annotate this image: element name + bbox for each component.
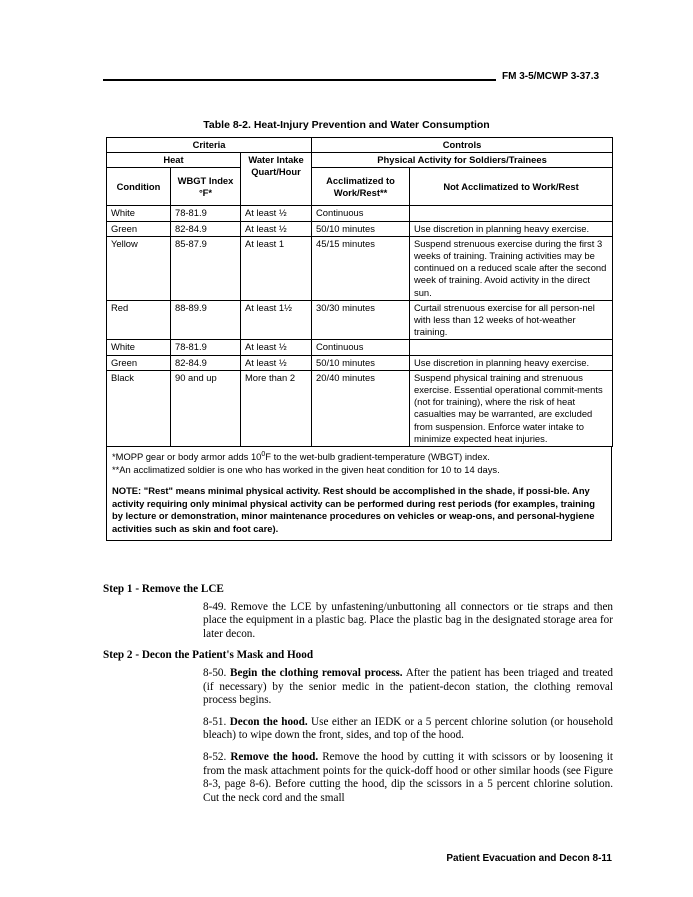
cell-not-acclimatized: Suspend physical training and strenuous exercise. Essential operational commit-ments (not for training), where the risk of heat casualties may be warranted, are excluded from suspension. Enforce water intake to minimize expected heat injuries. bbox=[410, 370, 613, 446]
table-row bbox=[107, 236, 613, 300]
cell-condition: White bbox=[107, 206, 171, 221]
paragraph-8-50: 8-50. Begin the clothing removal process. After the patient has been triaged and treated (if necessary) by the senior medic in the patient-decon station, the clothing removal process begins. bbox=[203, 666, 613, 707]
cell-water: At least ½ bbox=[241, 340, 312, 355]
cell-not-acclimatized bbox=[410, 206, 613, 221]
step2-heading: Step 2 - Decon the Patient's Mask and Hood bbox=[103, 649, 314, 662]
header-not-acclimatized: Not Acclimatized to Work/Rest bbox=[410, 168, 613, 206]
footnote-acclimatized: **An acclimatized soldier is one who has worked in the given heat condition for 10 to 14 days. bbox=[112, 463, 500, 475]
cell-not-acclimatized: Use discretion in planning heavy exercise. bbox=[410, 355, 613, 370]
heat-injury-table bbox=[106, 137, 612, 541]
cell-not-acclimatized: Use discretion in planning heavy exercise. bbox=[410, 221, 613, 236]
step1-heading: Step 1 - Remove the LCE bbox=[103, 583, 224, 595]
paragraph-8-51: 8-51. Decon the hood. Use either an IEDK or a 5 percent chlorine solution (or household bleach) to wipe down the front, sides, and top of the hood. bbox=[203, 715, 614, 742]
header-water-intake: Water Intake Quart/Hour bbox=[241, 153, 312, 206]
table-row bbox=[107, 221, 613, 236]
cell-condition: Green bbox=[107, 221, 171, 236]
header-controls: Controls bbox=[312, 138, 613, 153]
cell-acclimatized: Continuous bbox=[312, 340, 410, 355]
cell-not-acclimatized bbox=[410, 340, 613, 355]
table-note: NOTE: "Rest" means minimal physical activity. Rest should be accomplished in the shade, if possi-ble. Any activity requiring only minimal physical activity can be performed during rest periods (for examples, training by lecture or demonstration, minor maintenance procedures on vehicles or weap-ons, and personal-hygiene activities such as skin and foot care). bbox=[112, 485, 595, 534]
cell-acclimatized: Continuous bbox=[312, 206, 410, 221]
cell-wbgt: 78-81.9 bbox=[171, 340, 241, 355]
cell-water: At least ½ bbox=[241, 355, 312, 370]
table-row bbox=[107, 370, 613, 446]
cell-wbgt: 82-84.9 bbox=[171, 355, 241, 370]
document-code: FM 3-5/MCWP 3-37.3 bbox=[502, 71, 600, 82]
cell-wbgt: 90 and up bbox=[171, 370, 241, 446]
header-criteria: Criteria bbox=[107, 138, 312, 153]
cell-condition: White bbox=[107, 340, 171, 355]
cell-acclimatized: 30/30 minutes bbox=[312, 300, 410, 340]
paragraph-8-49: 8-49. Remove the LCE by unfastening/unbuttoning all connectors or tie straps and then place the equipment in a plastic bag. Place the plastic bag in the designated storage area for later decon. bbox=[203, 600, 613, 640]
cell-condition: Green bbox=[107, 355, 171, 370]
table-footnotes bbox=[106, 447, 612, 541]
table-row bbox=[107, 300, 613, 340]
page-footer: Patient Evacuation and Decon 8-11 bbox=[446, 853, 612, 864]
cell-acclimatized: 50/10 minutes bbox=[312, 221, 410, 236]
cell-acclimatized: 20/40 minutes bbox=[312, 370, 410, 446]
cell-water: At least ½ bbox=[241, 206, 312, 221]
cell-wbgt: 85-87.9 bbox=[171, 236, 241, 300]
table-row bbox=[107, 206, 613, 221]
header-wbgt: WBGT Index °F* bbox=[171, 168, 241, 206]
table-title: Table 8-2. Heat-Injury Prevention and Water Consumption bbox=[203, 119, 490, 131]
table-row bbox=[107, 340, 613, 355]
cell-water: At least ½ bbox=[241, 221, 312, 236]
header-condition: Condition bbox=[107, 168, 171, 206]
cell-water: More than 2 bbox=[241, 370, 312, 446]
footnote-mopp: *MOPP gear or body armor adds $10^0F$ to the wet-bulb gradient-temperature (WBGT) index. bbox=[112, 450, 490, 463]
cell-wbgt: 78-81.9 bbox=[171, 206, 241, 221]
cell-acclimatized: 50/10 minutes bbox=[312, 355, 410, 370]
cell-condition: Red bbox=[107, 300, 171, 340]
table-row bbox=[107, 355, 613, 370]
header-acclimatized: Acclimatized to Work/Rest** bbox=[312, 168, 410, 206]
cell-acclimatized: 45/15 minutes bbox=[312, 236, 410, 300]
cell-water: At least 1½ bbox=[241, 300, 312, 340]
cell-wbgt: 88-89.9 bbox=[171, 300, 241, 340]
cell-condition: Yellow bbox=[107, 236, 171, 300]
cell-water: At least 1 bbox=[241, 236, 312, 300]
header-physical-activity: Physical Activity for Soldiers/Trainees bbox=[312, 153, 613, 168]
paragraph-8-52: 8-52. Remove the hood. Remove the hood by cutting it with scissors or by loosening it from the mask attachment points for the quick-doff hood or other similar hoods (see Figure 8-3, page 8-6). Before cutting the hood, dip the scissors in a 5 percent chlorine solution. Cut the neck cord and the small bbox=[203, 750, 614, 804]
header-heat: Heat bbox=[107, 153, 241, 168]
body-text bbox=[103, 583, 613, 813]
cell-wbgt: 82-84.9 bbox=[171, 221, 241, 236]
cell-condition: Black bbox=[107, 370, 171, 446]
cell-not-acclimatized: Curtail strenuous exercise for all person-nel with less than 12 weeks of hot-weather training. bbox=[410, 300, 613, 340]
header-rule bbox=[103, 79, 496, 81]
cell-not-acclimatized: Suspend strenuous exercise during the first 3 weeks of training. Training activities may be continued on a reduced scale after the second week of training. Avoid activity in the direct sun. bbox=[410, 236, 613, 300]
